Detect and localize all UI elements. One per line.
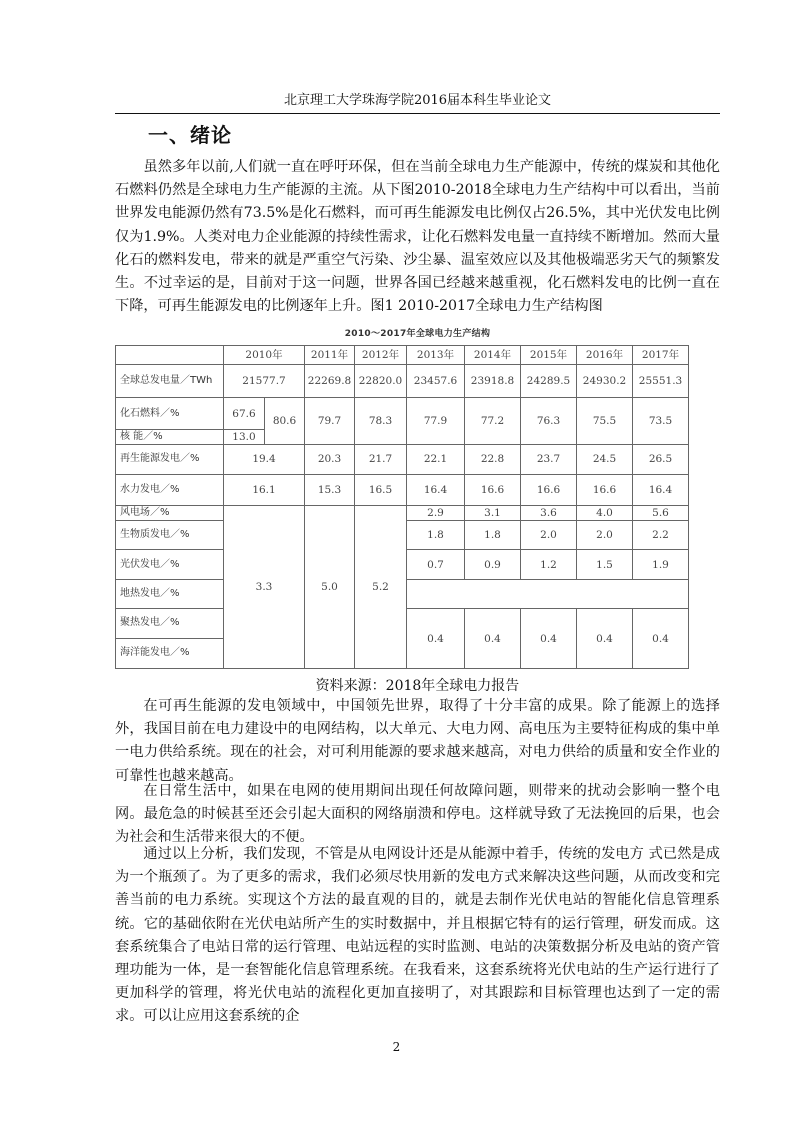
paragraph-grid-faults: 在日常生活中，如果在电网的使用期间出现任何故障问题，则带来的扰动会影响一整个电网。最危急的时候甚至还会引起大面积的网络崩溃和停电。这样就导致了无法挽回的后果，也会 为社会和生活带来很大的不便。 <box>115 783 720 846</box>
table-cell: 24.5 <box>577 444 633 474</box>
table-cell: 22820.0 <box>355 364 407 398</box>
figure-title: 2010～2017年全球电力生产结构 <box>344 329 491 339</box>
table-row-hydro <box>116 474 689 505</box>
row-label: 地热发电／% <box>116 579 224 608</box>
year-cell: 2014年 <box>465 346 521 365</box>
paragraph-intro: 虽然多年以前,人们就一直在呼吁环保，但在当前全球电力生产能源中，传统的煤炭和其他化石燃料仍然是全球电力生产能源的主流。从下图2010-2018全球电力生产结构中可以看出，当前世界发电能源仍然有73.5%是化石燃料，而可再生能源发电比例仅占26.5%，其中光伏发电比例仅为1.9%。人类对电力企业能源的持续性需求，让化石燃料发电量一直持续不断增加。然而大量化石的燃料发电，带来的就是严重空气污染、沙尘暴、温室效应以及其他极端恶劣天气的频繁发生。不过幸运的是，目前对于这一问题，世界各国已经越来越重视，化石燃料发电的比例一直在下降，可再生能源发电的比例逐年上升。图1 2010-2017全球电力生产结构图 <box>115 159 720 315</box>
year-cell: 2015年 <box>521 346 577 365</box>
table-cell: 23918.8 <box>465 364 521 398</box>
running-header: 北京理工大学珠海学院2016届本科生毕业论文 <box>283 93 552 108</box>
table-cell: 15.3 <box>305 474 355 505</box>
table-cell: 16.4 <box>407 474 465 505</box>
table-cell: 16.1 <box>224 474 305 505</box>
table-cell: 2.2 <box>633 521 689 550</box>
table-cell: 0.7 <box>407 550 465 579</box>
table-cell: 79.7 <box>305 398 355 444</box>
year-cell: 2013年 <box>407 346 465 365</box>
table-cell: 1.8 <box>465 521 521 550</box>
row-label: 海洋能发电／% <box>116 638 224 668</box>
table-cell: 0.4 <box>465 609 521 669</box>
table-cell: 5.6 <box>633 506 689 521</box>
table-cell: 26.5 <box>633 444 689 474</box>
table-cell: 2.9 <box>407 506 465 521</box>
table-row-wind <box>116 506 689 521</box>
year-cell: 2011年 <box>305 346 355 365</box>
table-cell: 2.0 <box>577 521 633 550</box>
table-cell: 1.2 <box>521 550 577 579</box>
table-cell: 16.5 <box>355 474 407 505</box>
table-cell: 2.0 <box>521 521 577 550</box>
table-row-total <box>116 364 689 398</box>
year-cell: 2016年 <box>577 346 633 365</box>
table-cell: 19.4 <box>224 444 305 474</box>
year-cell: 2010年 <box>224 346 305 365</box>
table-cell: 76.3 <box>521 398 577 444</box>
table-cell: 3.6 <box>521 506 577 521</box>
table-cell: 0.4 <box>407 609 465 669</box>
year-cell: 2012年 <box>355 346 407 365</box>
row-label: 光伏发电／% <box>116 550 224 579</box>
table-cell: 23457.6 <box>407 364 465 398</box>
table-cell: 22.1 <box>407 444 465 474</box>
table-cell: 77.2 <box>465 398 521 444</box>
row-label: 风电场／% <box>116 506 224 521</box>
section-title: 一、绪论 <box>148 123 232 147</box>
table-cell: 3.1 <box>465 506 521 521</box>
table-cell-empty <box>407 579 689 608</box>
figure-table-image <box>115 345 683 669</box>
paragraph-analysis: 通过以上分析，我们发现，不管是从电网设计还是从能源中着手，传统的发电方 式已然是成为一个瓶颈了。为了更多的需求，我们必须尽快用新的发电方式来解决这些问题，从而改变和完善当前的电力系统。实现这个方法的最直观的目的，就是去制作光伏电站的智能化信息管理系统。它的基础依附在光伏电站所产生的实时数据中，并且根据它特有的运行管理，研发而成。这套系统集合了电站日常的运行管理、电站远程的实时监测、电站的决策数据分析及电站的资产管理功能为一体，是一套智能化信息管理系统。在我看来，这套系统将光伏电站的生产运行进行了更加科学的管理，将光伏电站的流程化更加直接明了，对其跟踪和目标管理也达到了一定的需求。可以让应用这套系统的企 <box>115 846 720 1025</box>
year-header-row <box>116 346 689 365</box>
table-cell: 0.4 <box>633 609 689 669</box>
table-cell: 21577.7 <box>224 364 305 398</box>
row-label: 全球总发电量／TWh <box>116 364 224 398</box>
table-cell: 16.6 <box>521 474 577 505</box>
table-cell: 24289.5 <box>521 364 577 398</box>
row-label: 化石燃料／% <box>116 398 224 429</box>
table-cell: 13.0 <box>224 429 265 444</box>
table-cell: 16.6 <box>577 474 633 505</box>
table-cell: 67.6 <box>224 398 265 429</box>
page-number: 2 <box>392 1040 401 1054</box>
row-label: 水力发电／% <box>116 474 224 505</box>
table-cell: 1.9 <box>633 550 689 579</box>
table-cell: 1.8 <box>407 521 465 550</box>
table-cell: 75.5 <box>577 398 633 444</box>
table-cell: 22.8 <box>465 444 521 474</box>
table-cell: 1.5 <box>577 550 633 579</box>
year-cell: 2017年 <box>633 346 689 365</box>
table-cell: 22269.8 <box>305 364 355 398</box>
power-structure-table <box>115 345 689 669</box>
row-label: 聚热发电／% <box>116 609 224 638</box>
table-cell: 24930.2 <box>577 364 633 398</box>
paragraph-renewable-china: 在可再生能源的发电领域中，中国领先世界，取得了十分丰富的成果。除了能源上的选择外，我国目前在电力建设中的电网结构，以大单元、大电力网、高电压为主要特征构成的集中单一电力供给系统。现在的社会，对可利用能源的要求越来越高，对电力供给的质量和安全作业的可靠性也越来越高。 <box>115 698 720 784</box>
table-cell: 80.6 <box>265 398 305 444</box>
table-cell: 25551.3 <box>633 364 689 398</box>
table-cell: 0.9 <box>465 550 521 579</box>
table-cell: 16.6 <box>465 474 521 505</box>
corner-cell <box>116 346 224 365</box>
table-cell: 23.7 <box>521 444 577 474</box>
header-rule <box>115 113 720 114</box>
row-label: 核 能／% <box>116 429 224 444</box>
row-label: 再生能源发电／% <box>116 444 224 474</box>
table-cell: 77.9 <box>407 398 465 444</box>
table-cell: 3.3 <box>224 506 305 669</box>
table-cell: 16.4 <box>633 474 689 505</box>
table-row-renewable <box>116 444 689 474</box>
figure-source: 资料来源：2018年全球电力报告 <box>315 678 520 694</box>
table-cell: 0.4 <box>521 609 577 669</box>
table-cell: 20.3 <box>305 444 355 474</box>
table-row-fossil <box>116 398 689 429</box>
table-cell: 5.2 <box>355 506 407 669</box>
row-label: 生物质发电／% <box>116 521 224 550</box>
table-cell: 0.4 <box>577 609 633 669</box>
table-cell: 73.5 <box>633 398 689 444</box>
table-cell: 5.0 <box>305 506 355 669</box>
table-cell: 21.7 <box>355 444 407 474</box>
table-cell: 78.3 <box>355 398 407 444</box>
table-cell: 4.0 <box>577 506 633 521</box>
